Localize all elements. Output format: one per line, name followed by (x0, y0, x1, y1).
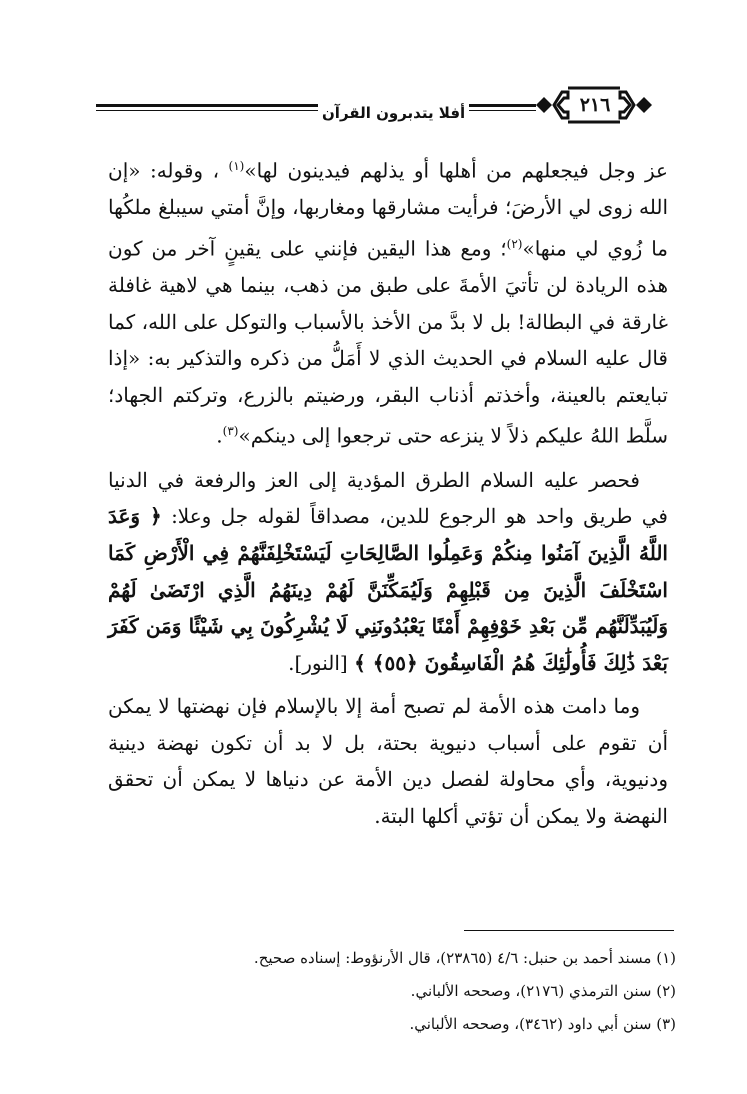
paragraph-2 (108, 462, 668, 682)
footnote-rule (464, 930, 674, 931)
header-rule (96, 104, 536, 107)
footnote-2: (٢) سنن الترمذي (٢١٧٦)، وصححه الألباني. (410, 982, 676, 1000)
footnote-ref-1: (١) (228, 159, 245, 173)
paragraph-1-part-4: . (216, 424, 223, 449)
header-rule-thin (96, 110, 536, 111)
footnote-ref-3: (٣) (222, 424, 239, 439)
footnote-1: (١) مسند أحمد بن حنبل: ٤/٦ (٢٣٨٦٥)، قال الأرنؤوط: إسناده صحيح. (253, 949, 676, 967)
footnotes (108, 942, 676, 1041)
paragraph-1-part-2: ، وقوله: «إن الله زوى لي الأرضَ؛ فرأيت مشارقها ومغاربها، وإنَّ أمتي سيبلغ ملكُها ما زُوي لي منها» (108, 158, 668, 261)
quran-verse: ﴿ وَعَدَ اللَّهُ الَّذِينَ آمَنُوا مِنكُمْ وَعَمِلُوا الصَّالِحَاتِ لَيَسْتَخْلِفَنَّهُمْ فِي الْأَرْضِ كَمَا اسْتَخْلَفَ الَّذِينَ مِن قَبْلِهِمْ وَلَيُمَكِّنَنَّ لَهُمْ دِينَهُمُ الَّذِي ارْتَضَىٰ لَهُمْ وَلَيُبَدِّلَنَّهُم مِّن بَعْدِ خَوْفِهِمْ أَمْنًا يَعْبُدُونَنِي لَا يُشْرِكُونَ بِي شَيْئًا وَمَن كَفَرَ بَعْدَ ذَٰلِكَ فَأُولَٰئِكَ هُمُ الْفَاسِقُونَ ﴿٥٥﴾ ﴾ (108, 504, 668, 675)
paragraph-3: وما دامت هذه الأمة لم تصبح أمة إلا بالإسلام فإن نهضتها لا يمكن أن تقوم على أسباب دنيوية بحتة، بل لا بد أن تكون نهضة دينية ودنيوية، وأي محاولة لفصل دين الأمة عن دنياها لا يمكن أن تحقق النهضة ولا يمكن أن تؤتي أكلها البتة. (108, 694, 668, 829)
paragraph-1 (108, 148, 668, 455)
paragraph-1-part-3: ؛ ومع هذا اليقين فإنني على يقينٍ آخر من كون هذه الريادة لن تأتيَ الأمةَ على طبق من ذهب، بينما هي لاهية غافلة غارقة في البطالة! بل لا بدَّ من الأخذ بالأسباب والتوكل على الله، كما قال عليه السلام في الحديث الذي لا أَمَلُّ من ذكره والتذكير به: «إذا تبايعتم بالعينة، وأخذتم أذناب البقر، ورضيتم بالزرع، وتركتم الجهاد؛ سلَّط اللهُ عليكم ذلاً لا ينزعه حتى ترجعوا إلى دينكم» (108, 236, 668, 449)
paragraph-1-part-1: عز وجل فيجعلهم من أهلها أو يذلهم فيدينون لها» (244, 158, 668, 183)
page-number: ٢١٦ (579, 94, 611, 116)
paragraph-2-intro: فحصر عليه السلام الطرق المؤدية إلى العز والرفعة في الدنيا في طريق واحد هو الرجوع للدين، مصداقاً لقوله جل وعلا: (108, 467, 668, 529)
main-text (108, 148, 668, 835)
verse-source: [النور]. (288, 650, 348, 675)
running-title: أفلا يتدبرون القرآن (318, 104, 469, 122)
footnote-ref-2: (٢) (506, 236, 523, 251)
footnote-3: (٣) سنن أبي داود (٣٤٦٢)، وصححه الألباني. (409, 1015, 676, 1033)
